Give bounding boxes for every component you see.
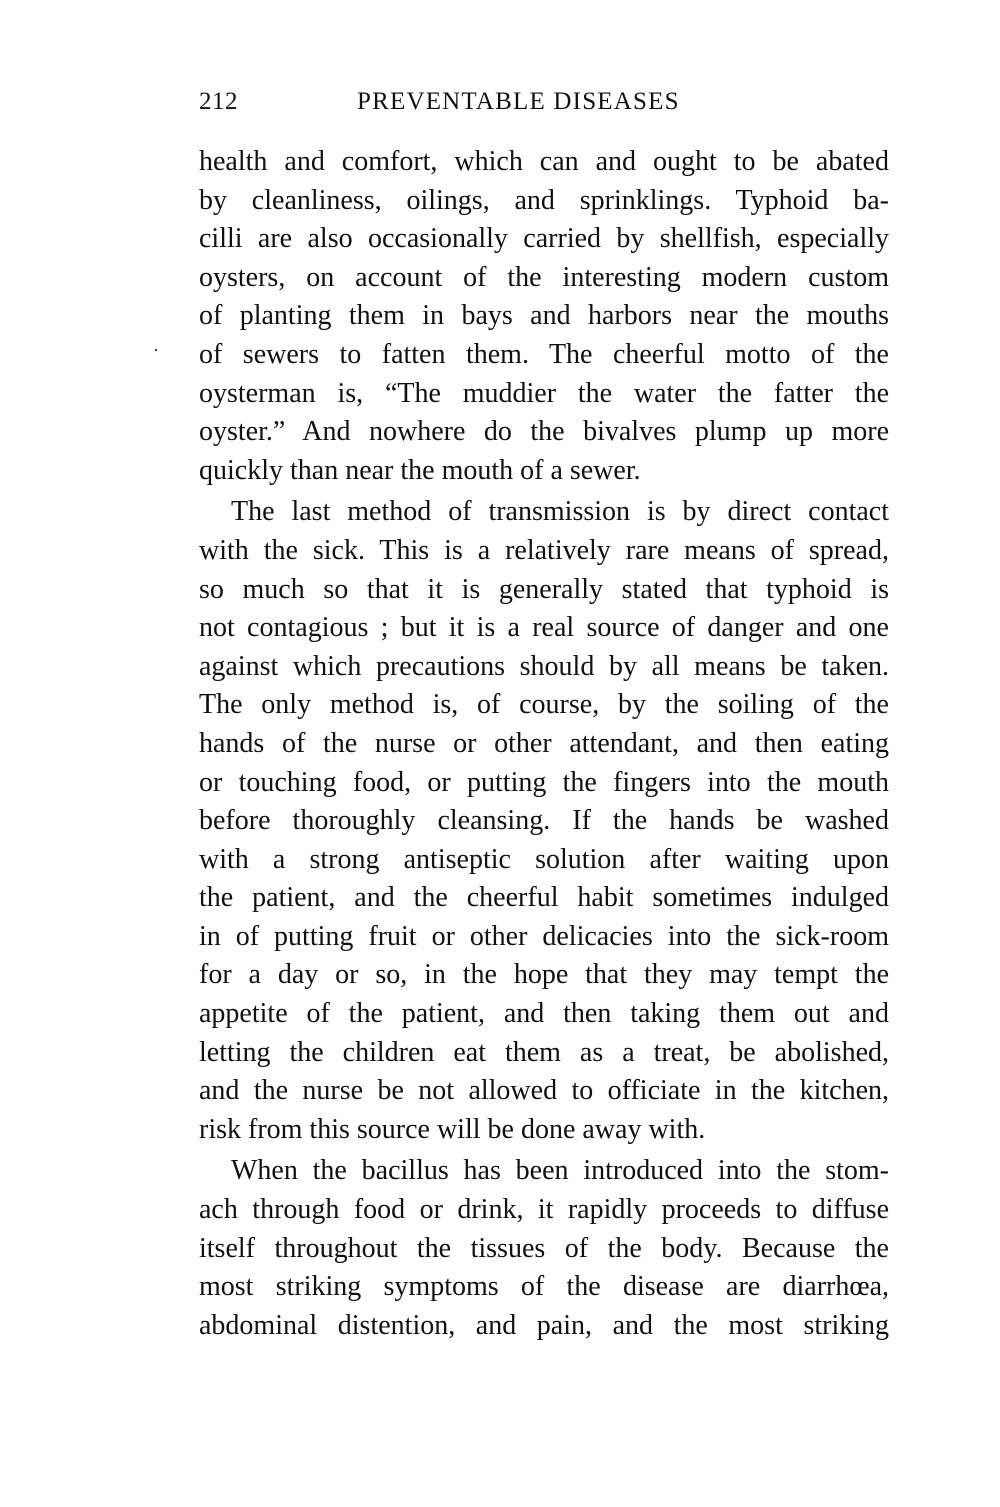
text-line: most striking symptoms of the disease are diarrhœa,: [199, 1271, 889, 1303]
text-line: not contagious ; but it is a real source of danger and one: [199, 612, 889, 644]
text-line: health and comfort, which can and ought to be abated: [199, 146, 889, 177]
text-line: for a day or so, in the hope that they may tempt the: [199, 959, 889, 991]
text-line: risk from this source will be done away with.: [199, 1113, 706, 1145]
text-line: oysters, on account of the interesting modern custom: [199, 261, 889, 293]
text-line: The last method of transmission is by direct contact: [231, 496, 889, 528]
text-line: with the sick. This is a relatively rare means of spread,: [199, 534, 889, 566]
text-line: When the bacillus has been introduced into the stom-: [231, 1155, 889, 1187]
text-line: oyster.” And nowhere do the bivalves plump up more: [199, 416, 889, 448]
text-line: ach through food or drink, it rapidly proceeds to diffuse: [199, 1194, 889, 1226]
text-line: of sewers to fatten them. The cheerful motto of the: [199, 338, 889, 370]
text-line: against which precautions should by all means be taken.: [199, 650, 889, 682]
running-title: PREVENTABLE DISEASES: [357, 88, 680, 115]
paragraph-3: [199, 1152, 889, 1345]
paragraph-1: [199, 143, 889, 490]
text-line: The only method is, of course, by the soiling of the: [199, 689, 889, 721]
text-line: the patient, and the cheerful habit sometimes indulged: [199, 882, 889, 914]
text-line: letting the children eat them as a treat, be abolished,: [199, 1036, 889, 1068]
text-line: before thoroughly cleansing. If the hands be washed: [199, 805, 889, 837]
text-line: of planting them in bays and harbors near the mouths: [199, 300, 889, 332]
body-text: [199, 143, 889, 1345]
running-head: [199, 88, 899, 128]
text-line: with a strong antiseptic solution after waiting upon: [199, 843, 889, 875]
text-line: quickly than near the mouth of a sewer.: [199, 454, 641, 486]
text-line: and the nurse be not allowed to officiate in the kitchen,: [199, 1075, 889, 1107]
text-line: abdominal distention, and pain, and the most striking: [199, 1309, 889, 1341]
paragraph-2: [199, 493, 889, 1149]
text-line: hands of the nurse or other attendant, and then eating: [199, 727, 889, 759]
text-line: by cleanliness, oilings, and sprinklings. Typhoid ba-: [199, 184, 889, 216]
text-line: oysterman is, “The muddier the water the fatter the: [199, 377, 889, 409]
text-line: or touching food, or putting the fingers into the mouth: [199, 766, 889, 798]
text-line: appetite of the patient, and then taking them out and: [199, 998, 889, 1030]
text-line: in of putting fruit or other delicacies into the sick-room: [199, 920, 889, 952]
page-number: 212: [199, 88, 238, 115]
text-line: so much so that it is generally stated that typhoid is: [199, 573, 889, 605]
text-line: itself throughout the tissues of the body. Because the: [199, 1232, 889, 1264]
scan-speck: [155, 349, 157, 351]
text-line: cilli are also occasionally carried by shellfish, especially: [199, 223, 889, 255]
